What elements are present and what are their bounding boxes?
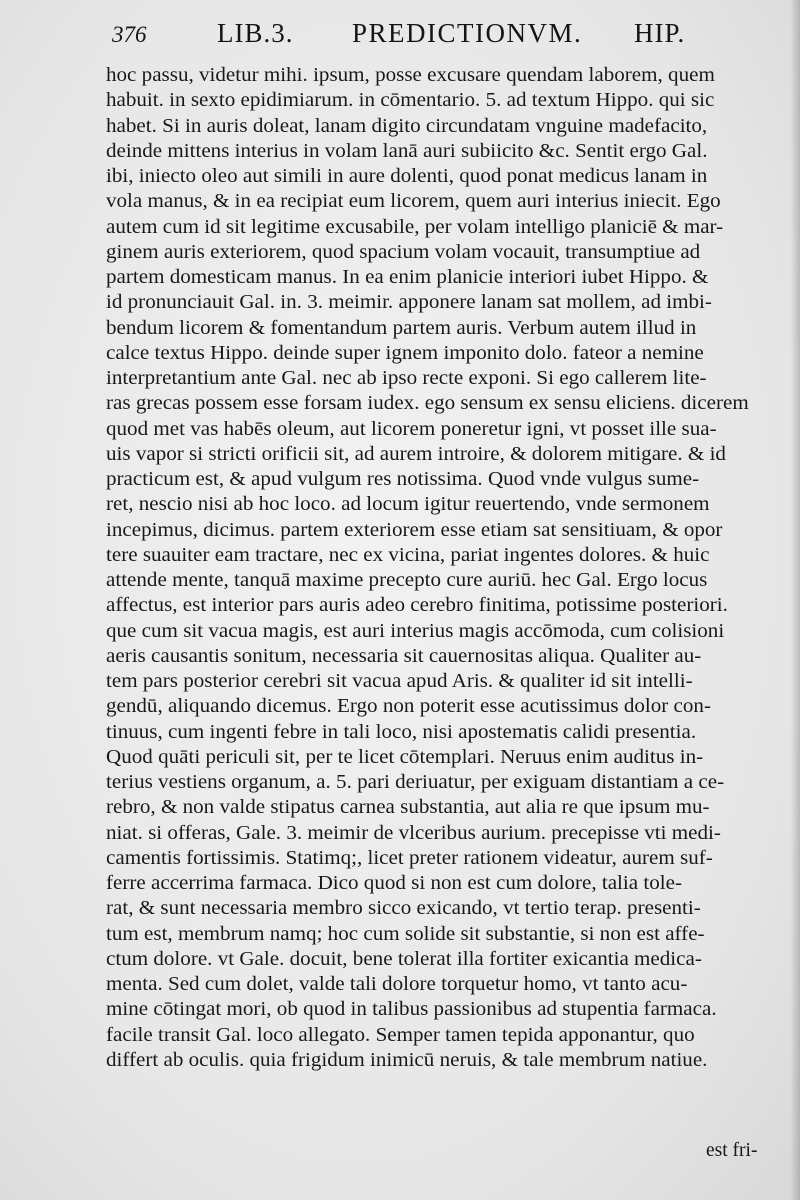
text-line: tere suauiter eam tractare, nec ex vicina, pariat ingentes dolores. & huic [106, 544, 710, 566]
text-line: differt ab oculis. quia frigidum inimicū neruis, & tale membrum natiue. [106, 1049, 708, 1071]
running-header [112, 14, 702, 50]
text-line: affectus, est interior pars auris adeo cerebro finitima, potissime posteriori. [106, 595, 728, 617]
text-line: habuit. in sexto epidimiarum. in cōmentario. 5. ad textum Hippo. qui sic [106, 90, 715, 112]
book-label: LIB.3. [217, 18, 294, 48]
text-line: ret, nescio nisi ab hoc loco. ad locum igitur reuertendo, vnde sermonem [106, 494, 710, 516]
text-line: deinde mittens interius in volam lanā auri subiicito &c. Sentit ergo Gal. [106, 140, 708, 162]
text-line: autem cum id sit legitime excusabile, per volam intelligo planiciē & mar- [106, 216, 724, 238]
text-line: rebro, & non valde stipatus carnea substantia, aut alia re que ipsum mu- [106, 797, 710, 819]
text-line: incepimus, dicimus. partem exteriorem esse etiam sat sensitiuam, & opor [106, 519, 723, 541]
text-line: uis vapor si stricti orificii sit, ad aurem introire, & dolorem mitigare. & id [106, 443, 726, 465]
text-line: partem domesticam manus. In ea enim planicie interiori iubet Hippo. & [106, 267, 709, 288]
text-line: habet. Si in auris doleat, lanam digito circundatam vnguine madefacito, [106, 115, 708, 137]
text-line: tum est, membrum namq; hoc cum solide sit substantie, si non est affe- [106, 923, 705, 945]
text-line: bendum licorem & fomentandum partem auris. Verbum autem illud in [106, 317, 697, 339]
text-line: que cum sit vacua magis, est auri interius magis accōmoda, cum colisioni [106, 620, 725, 642]
text-line: practicum est, & apud vulgum res notissima. Quod vnde vulgus sume- [106, 469, 700, 490]
text-line: quod met vas habēs oleum, aut licorem poneretur igni, vt posset ille sua- [106, 418, 717, 440]
text-line: tinuus, cum ingenti febre in tali loco, nisi apostematis calidi presentia. [106, 721, 697, 743]
text-line: Quod quāti periculi sit, per te licet cōtemplari. Neruus enim auditus in- [106, 746, 704, 768]
text-line: niat. si offeras, Gale. 3. meimir de vlceribus aurium. precepisse vti medi- [106, 822, 721, 844]
text-line: terius vestiens organum, a. 5. pari deriuatur, per exiguam distantiam a ce- [106, 772, 725, 793]
body-text [106, 63, 766, 1073]
running-title: PREDICTIONVM. [352, 18, 583, 48]
catchword: est fri- [706, 1140, 758, 1161]
text-line: hoc passu, videtur mihi. ipsum, posse excusare quendam laborem, quem [106, 65, 715, 86]
text-line: ras grecas possem esse forsam iudex. ego sensum ex sensu eliciens. dicerem [106, 393, 749, 415]
text-line: camentis fortissimis. Statimq;, licet preter rationem videatur, aurem suf- [106, 847, 713, 869]
text-line: ibi, iniecto oleo aut simili in aure dolenti, quod ponat medicus lanam in [106, 166, 708, 187]
page-number: 376 [112, 22, 147, 47]
text-line: ferre accerrima farmaca. Dico quod si non est cum dolore, talia tole- [106, 873, 682, 894]
text-line: aeris causantis sonitum, necessaria sit cauernositas aliqua. Qualiter au- [106, 645, 702, 667]
text-line: calce textus Hippo. deinde super ignem imponito dolo. fateor a nemine [106, 342, 704, 364]
text-line: ginem auris exteriorem, quod spacium volam vocauit, transumptiue ad [106, 241, 701, 263]
short-title: HIP. [634, 18, 686, 48]
text-line: facile transit Gal. loco allegato. Semper tamen tepida apponantur, quo [106, 1024, 695, 1046]
text-line: rat, & sunt necessaria membro sicco exicando, vt tertio terap. presenti- [106, 898, 701, 920]
text-line: id pronunciauit Gal. in. 3. meimir. apponere lanam sat mollem, ad imbi- [106, 292, 712, 314]
text-line: attende mente, tanquā maxime precepto cure auriū. hec Gal. Ergo locus [106, 570, 708, 591]
text-line: gendū, aliquando dicemus. Ergo non poterit esse acutissimus dolor con- [106, 696, 711, 718]
text-line: tem pars posterior cerebri sit vacua apud Aris. & qualiter id sit intelli- [106, 671, 693, 692]
text-line: interpretantium ante Gal. nec ab ipso recte exponi. Si ego callerem lite- [106, 368, 707, 389]
text-line: menta. Sed cum dolet, valde tali dolore torquetur homo, vt tanto acu- [106, 974, 688, 995]
text-line: ctum dolore. vt Gale. docuit, bene tolerat illa fortiter exicantia medica- [106, 948, 702, 970]
text-line: mine cōtingat mori, ob quod in talibus passionibus ad stupentia farmaca. [106, 999, 717, 1021]
page-edge-shadow [790, 0, 800, 1200]
text-line: vola manus, & in ea recipiat eum licorem, quem auri interius iniecit. Ego [106, 191, 721, 213]
